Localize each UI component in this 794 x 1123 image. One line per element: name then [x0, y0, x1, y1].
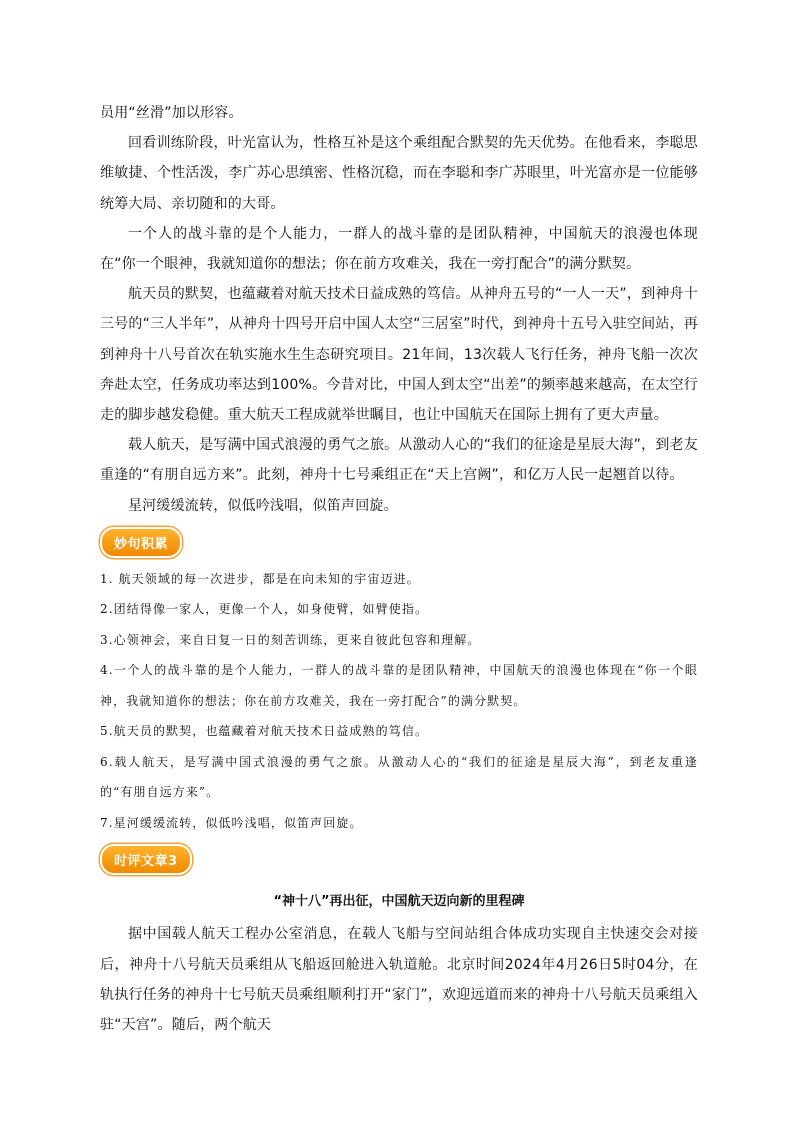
paragraph: 航天员的默契，也蕴藏着对航天技术日益成熟的笃信。从神舟五号的“一人一天”，到神舟十三号的“三人半年”，从神舟十四号开启中国人太空“三居室”时代，到神舟十五号入驻空间站，再到神舟十八号首次在轨实施水生生态研究项目。21年间，13次载人飞行任务，神舟飞船一次次奔赴太空，任务成功率达到100%。今昔对比，中国人到太空“出差”的频率越来越高，在太空行走的脚步越发稳健。重大航天工程成就举世瞩目，也让中国航天在国际上拥有了更大声量。: [100, 286, 698, 424]
sentence-item: 5.航天员的默契，也蕴藏着对航天技术日益成熟的笃信。: [100, 724, 429, 739]
paragraph: 一个人的战斗靠的是个人能力，一群人的战斗靠的是团队精神，中国航天的浪漫也体现在“你一个眼神，我就知道你的想法；你在前方攻难关，我在一旁打配合”的满分默契。: [100, 225, 698, 273]
sentence-item: 2.团结得像一家人，更像一个人，如身使臂，如臂使指。: [100, 602, 429, 617]
paragraph: 回看训练阶段，叶光富认为，性格互补是这个乘组配合默契的先天优势。在他看来，李聪思维敏捷、个性活泼，李广苏心思缜密、性格沉稳，而在李聪和李广苏眼里，叶光富亦是一位能够统筹大局、亲切随和的大哥。: [100, 135, 698, 212]
paragraph: 星河缓缓流转，似低吟浅唱，似笛声回旋。: [128, 497, 398, 514]
section-badge-article: 时评文章3: [100, 844, 192, 875]
article-title: “神十八”再出征，中国航天迈向新的里程碑: [273, 894, 525, 910]
paragraph: 员用“丝滑”加以形容。: [100, 105, 243, 121]
sentence-item: 7.星河缓缓流转，似低吟浅唱，似笛声回旋。: [100, 815, 363, 830]
sentence-item: 3.心领神会，来自日复一日的刻苦训练，更来自彼此包容和理解。: [100, 632, 481, 647]
sentence-item: 4.一个人的战斗靠的是个人能力，一群人的战斗靠的是团队精神，中国航天的浪漫也体现在“你一个眼神，我就知道你的想法；你在前方攻难关，我在一旁打配合”的满分默契。: [100, 663, 698, 708]
section-badge-good-sentences: 妙句积累: [100, 527, 182, 558]
paragraph: 载人航天，是写满中国式浪漫的勇气之旅。从激动人心的“我们的征途是星辰大海”，到老友重逢的“有朋自远方来”。此刻，神舟十七号乘组正在“天上宫阙”，和亿万人民一起翘首以待。: [100, 437, 698, 484]
article-paragraph: 据中国载人航天工程办公室消息，在载人飞船与空间站组合体成功实现自主快速交会对接后，神舟十八号航天员乘组从飞船返回舱进入轨道舱。北京时间2024年4月26日5时04分，在轨执行任务的神舟十七号航天员乘组顺利打开“家门”，欢迎远道而来的神舟十八号航天员乘组入驻“天宫”。随后，两个航天: [100, 926, 698, 1033]
sentence-item: 1. 航天领域的每一次进步，都是在向未知的宇宙迈进。: [100, 571, 420, 586]
sentence-item: 6.载人航天，是写满中国式浪漫的勇气之旅。从激动人心的“我们的征途是星辰大海”，到老友重逢的“有朋自远方来”。: [100, 754, 698, 800]
